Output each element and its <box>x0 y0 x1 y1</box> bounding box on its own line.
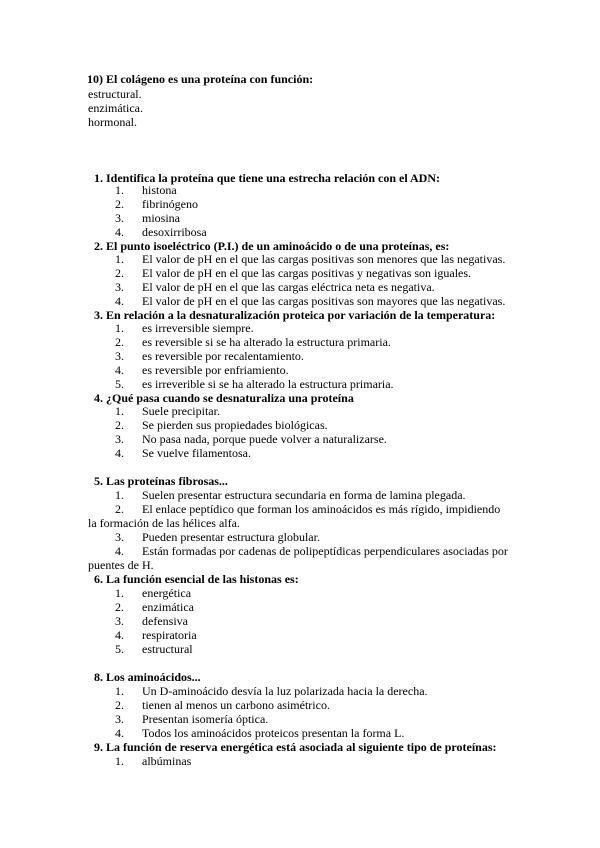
option-number: 2. <box>115 197 124 211</box>
question-1-title: 1. Identifica la proteína que tiene una estrecha relación con el ADN: <box>94 171 440 185</box>
option-number: 1. <box>115 252 124 266</box>
question-6-title: 6. La función esencial de las histonas es: <box>94 572 299 586</box>
option-text: El valor de pH en el que las cargas positivas son mayores que las negativas. <box>142 294 506 308</box>
option-text: Presentan isomería óptica. <box>142 712 269 726</box>
option-text: histona <box>142 183 177 197</box>
question-2-title: 2. El punto isoeléctrico (P.I.) de un aminoácido o de una proteínas, es: <box>94 239 450 253</box>
option-number: 2. <box>115 418 124 432</box>
option-text: es irreverible si se ha alterado la estructura primaria. <box>142 377 394 391</box>
option-text: El valor de pH en el que las cargas positivas y negativas son iguales. <box>142 266 472 280</box>
question-10-option: estructural. <box>88 87 142 101</box>
option-number: 3. <box>115 349 124 363</box>
option-number: 2. <box>115 600 124 614</box>
option-number: 3. <box>115 614 124 628</box>
option-text-continuation: la formación de las hélices alfa. <box>88 516 240 530</box>
option-number: 2. <box>115 266 124 280</box>
option-text: Se vuelve filamentosa. <box>142 446 251 460</box>
option-number: 4. <box>115 628 124 642</box>
option-number: 1. <box>115 586 124 600</box>
question-8-title: 8. Los aminoácidos... <box>94 670 201 684</box>
option-text: No pasa nada, porque puede volver a naturalizarse. <box>142 432 387 446</box>
option-number: 1. <box>115 404 124 418</box>
option-text: es reversible por enfriamiento. <box>142 363 289 377</box>
option-text: miosina <box>142 211 180 225</box>
option-text: es irreversible siempre. <box>142 321 254 335</box>
option-number: 4. <box>115 294 124 308</box>
option-text: Están formadas por cadenas de polipeptídicas perpendiculares asociadas por <box>142 544 508 558</box>
question-10-title: 10) El colágeno es una proteína con función: <box>87 72 314 86</box>
option-text: energética <box>142 586 192 600</box>
option-number: 1. <box>115 321 124 335</box>
question-5-title: 5. Las proteínas fibrosas... <box>94 474 228 488</box>
option-text: fibrinógeno <box>142 197 198 211</box>
option-text: Pueden presentar estructura globular. <box>142 530 320 544</box>
option-number: 4. <box>115 446 124 460</box>
option-number: 3. <box>115 712 124 726</box>
question-9-title: 9. La función de reserva energética está asociada al siguiente tipo de proteínas: <box>94 740 497 754</box>
option-number: 5. <box>115 377 124 391</box>
option-text: El valor de pH en el que las cargas positivas son menores que las negativas. <box>142 252 506 266</box>
question-10-option: hormonal. <box>88 115 137 129</box>
option-number: 2. <box>115 698 124 712</box>
option-text: Todos los aminoácidos proteicos presentan la forma L. <box>142 726 405 740</box>
option-text: Se pierden sus propiedades biológicas. <box>142 418 328 432</box>
option-number: 1. <box>115 488 124 502</box>
option-text: desoxirribosa <box>142 225 207 239</box>
option-number: 5. <box>115 642 124 656</box>
question-3-title: 3. En relación a la desnaturalización proteica por variación de la temperatura: <box>94 308 496 322</box>
option-text: Suelen presentar estructura secundaria en forma de lamina plegada. <box>142 488 466 502</box>
option-number: 2. <box>115 335 124 349</box>
question-4-title: 4. ¿Qué pasa cuando se desnaturaliza una proteína <box>94 391 354 405</box>
option-number: 1. <box>115 684 124 698</box>
option-number: 1. <box>115 754 124 768</box>
option-text: Suele precipitar. <box>142 404 220 418</box>
option-text: es reversible si se ha alterado la estructura primaria. <box>142 335 391 349</box>
option-text: El valor de pH en el que las cargas eléctrica neta es negativa. <box>142 280 435 294</box>
option-number: 1. <box>115 183 124 197</box>
option-number: 2. <box>115 502 124 516</box>
option-text: El enlace peptídico que forman los aminoácidos es más rígido, impidiendo <box>142 502 501 516</box>
option-text: Un D-aminoácido desvía la luz polarizada hacia la derecha. <box>142 684 428 698</box>
option-number: 3. <box>115 280 124 294</box>
option-number: 4. <box>115 544 124 558</box>
option-text: es reversible por recalentamiento. <box>142 349 304 363</box>
option-text: estructural <box>142 642 193 656</box>
option-number: 3. <box>115 432 124 446</box>
option-text: albúminas <box>142 754 192 768</box>
option-text: tienen al menos un carbono asimétrico. <box>142 698 330 712</box>
option-text: respiratoria <box>142 628 197 642</box>
option-number: 4. <box>115 363 124 377</box>
option-text: enzimática <box>142 600 194 614</box>
option-number: 4. <box>115 726 124 740</box>
option-number: 3. <box>115 211 124 225</box>
question-10-option: enzimática. <box>88 101 143 115</box>
option-text: defensiva <box>142 614 188 628</box>
option-number: 3. <box>115 530 124 544</box>
option-text-continuation: puentes de H. <box>88 558 154 572</box>
option-number: 4. <box>115 225 124 239</box>
